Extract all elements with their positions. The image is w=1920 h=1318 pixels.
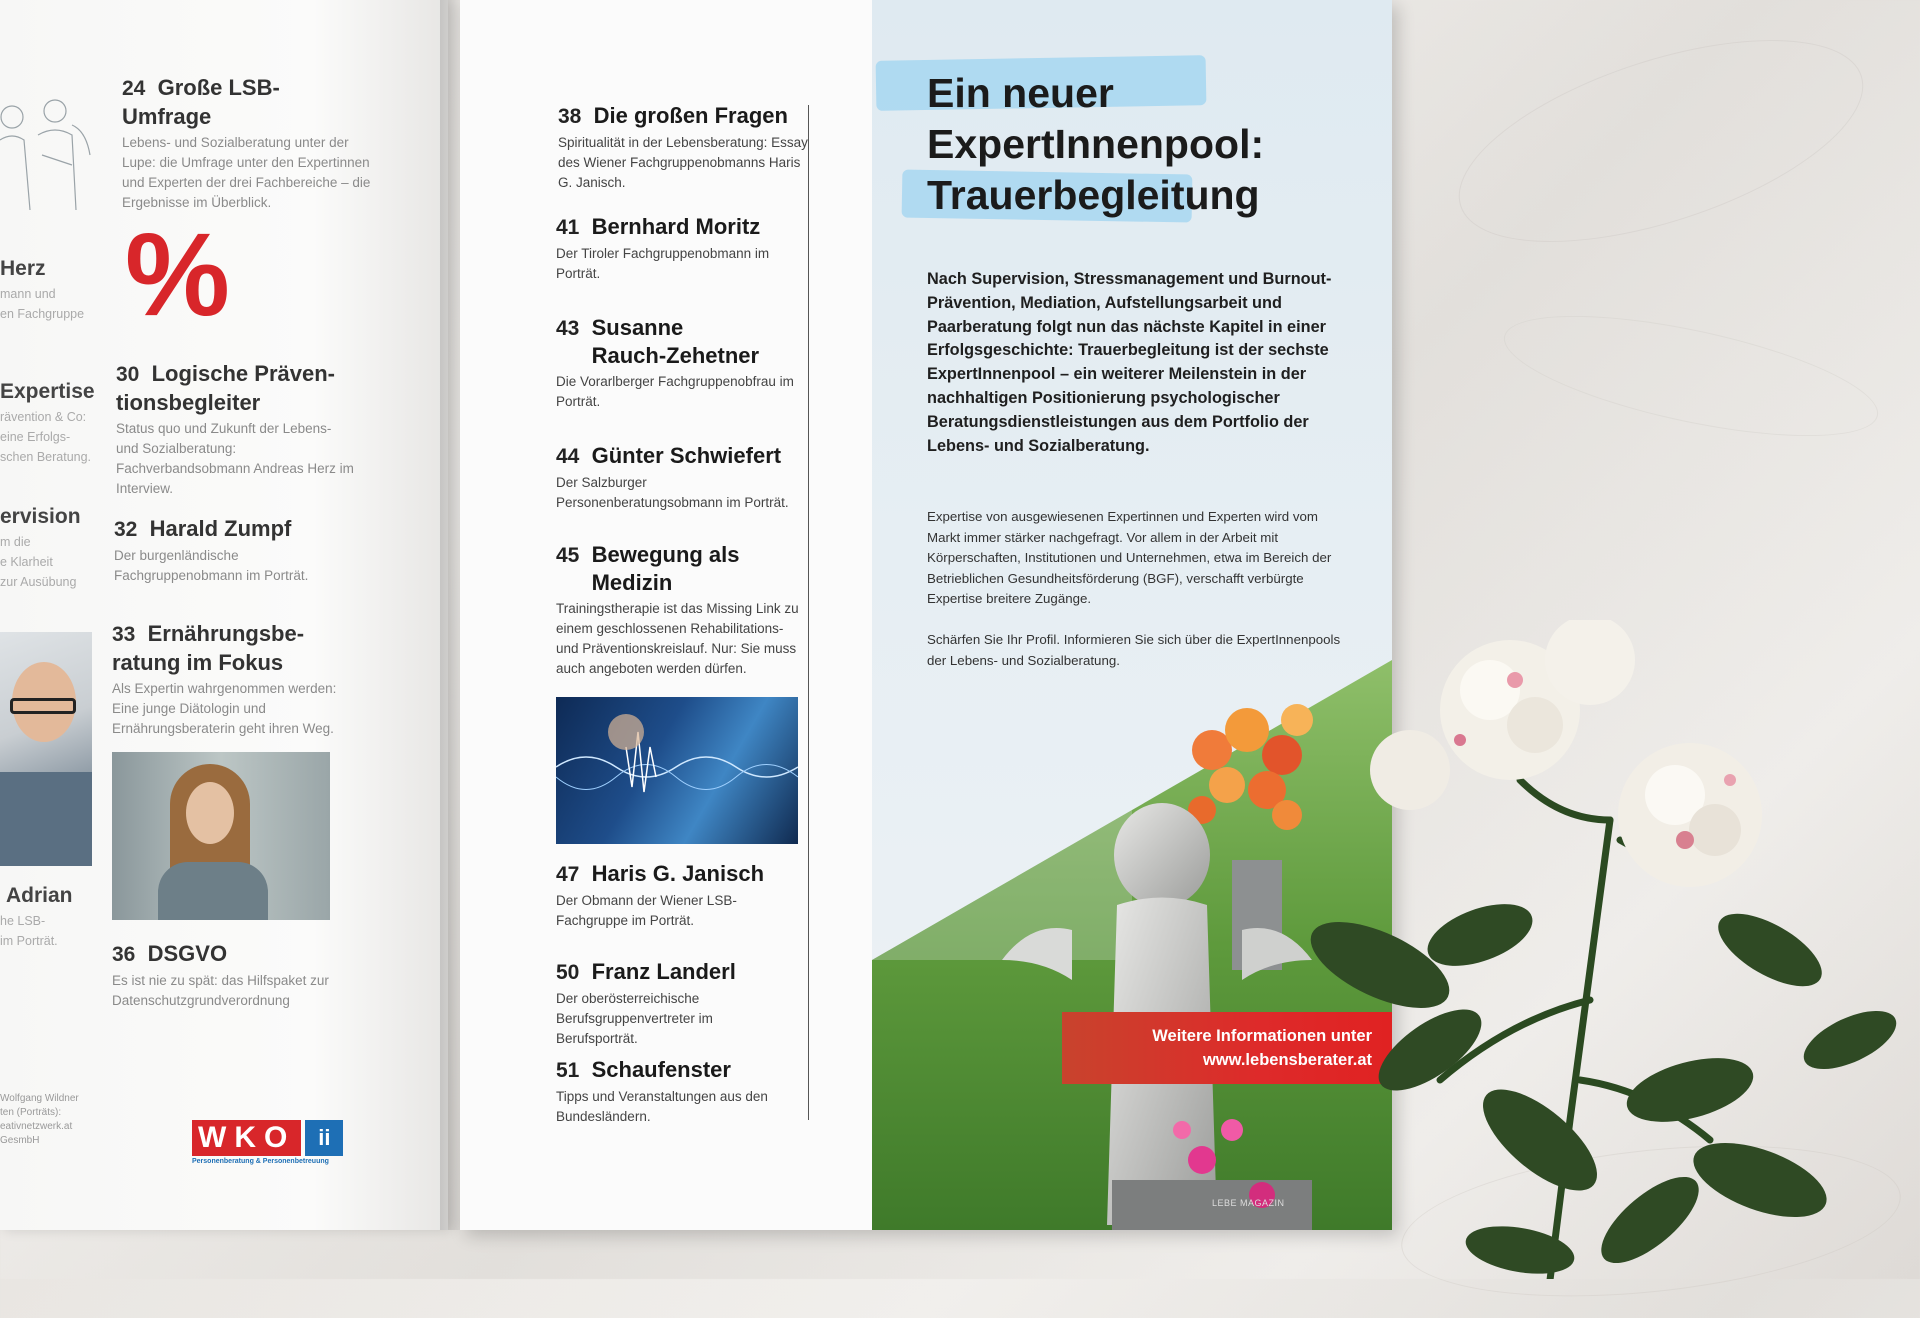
toc-entry-44[interactable] — [556, 442, 806, 513]
entry-desc: Trainingstherapie ist das Missing Link zu einem geschlossenen Rehabilitations- und Präventionskreislauf. Nur: Sie muss auch angeboten werden dürfen. — [556, 601, 799, 676]
entry-title: Schaufenster — [591, 1057, 731, 1082]
wko-logo — [192, 1120, 343, 1165]
entry-title: Ernährungsbe- ratung im Fokus — [112, 621, 305, 675]
percent-graphic: % — [125, 209, 230, 341]
cut-title-3: ervision — [0, 505, 81, 528]
entry-number: 32 — [114, 518, 138, 541]
entry-desc: Status quo und Zukunft der Lebens- und Sozialberatung: Fachverbandsobmann Andreas Herz im Interview. — [116, 421, 354, 496]
cut-desc-2: rävention & Co: eine Erfolgs- schen Beratung. — [0, 410, 92, 464]
entry-number: 41 — [556, 216, 580, 239]
column-divider — [808, 105, 809, 1120]
toc-entry-43[interactable] — [556, 314, 796, 412]
white-roses-decoration — [1290, 620, 1920, 1279]
people-sketch-illustration — [0, 95, 95, 225]
entry-number: 24 — [122, 77, 146, 100]
advert-title: Ein neuer ExpertInnenpool: Trauerbegleitung — [927, 70, 1265, 218]
entry-number: 51 — [556, 1059, 580, 1082]
entry-title: Susanne Rauch-Zehetner — [591, 315, 760, 368]
left-page — [0, 0, 448, 1230]
entry-title: Bewegung als Medizin — [591, 542, 740, 595]
advert-profile-text: Schärfen Sie Ihr Profil. Informieren Sie sich über die ExpertInnenpools der Lebens- und Sozialberatung. — [927, 632, 1341, 668]
toc-entry-38[interactable] — [558, 102, 808, 193]
toc-entry-45[interactable] — [556, 541, 802, 679]
toc-entry-51[interactable] — [556, 1056, 796, 1127]
entry-desc: Die Vorarlberger Fachgruppenobfrau im Porträt. — [556, 374, 794, 409]
cut-desc-3: m die e Klarheit zur Ausübung — [0, 535, 77, 589]
entry-title: Die großen Fragen — [593, 103, 788, 128]
more-info-banner[interactable]: Weitere Informationen unter www.lebensberater.at — [1062, 1012, 1392, 1084]
cut-title-1: Herz — [0, 257, 46, 280]
cut-desc-1: mann und en Fachgruppe — [0, 287, 85, 321]
entry-desc: Der oberösterreichische Berufsgruppenvertreter im Berufsporträt. — [556, 991, 713, 1046]
entry-title: Große LSB- Umfrage — [122, 75, 280, 129]
info-icon: ii — [305, 1120, 343, 1156]
entry-desc: Es ist nie zu spät: das Hilfspaket zur Datenschutzgrundverordnung — [112, 973, 329, 1008]
entry-desc: Der Salzburger Personenberatungsobmann im Porträt. — [556, 475, 789, 510]
wko-logo-text: WKO — [192, 1120, 301, 1156]
entry-title: Franz Landerl — [591, 959, 736, 984]
training-photo — [556, 697, 798, 844]
entry-desc: Der Obmann der Wiener LSB-Fachgruppe im Porträt. — [556, 893, 737, 928]
entry-number: 43 — [556, 317, 580, 340]
magazine-footer: LEBE MAGAZIN — [1212, 1198, 1285, 1208]
entry-desc: Der burgenländische Fachgruppenobmann im Porträt. — [114, 548, 309, 583]
entry-number: 30 — [116, 363, 140, 386]
entry-desc: Der Tiroler Fachgruppenobmann im Porträt. — [556, 246, 770, 281]
toc-entry-36[interactable] — [112, 940, 362, 1011]
woman-photo — [112, 752, 330, 920]
advert-lead: Nach Supervision, Stressmanagement und Burnout-Prävention, Mediation, Aufstellungsarbeit und Paarberatung folgt nun das nächste Kapitel in einer Erfolgsgeschichte: Trauerbegleitung ist der sechste ExpertInnenpool – ein weiterer Meilenstein in der nachhaltigen Positionierung psychologischer Beratungsdienstleistungen aus dem Portfolio der Lebens- und Sozialberatung. — [927, 270, 1332, 455]
cut-title-2: Expertise — [0, 380, 95, 403]
cut-desc-4: he LSB- im Porträt. — [0, 914, 58, 948]
entry-number: 36 — [112, 943, 136, 966]
toc-entry-33[interactable] — [112, 620, 362, 739]
man-photo — [0, 632, 92, 866]
entry-number: 44 — [556, 445, 580, 468]
entry-desc: Als Expertin wahrgenommen werden: Eine junge Diätologin und Ernährungsberaterin geht ihren Weg. — [112, 681, 337, 736]
wko-logo-subtitle: Personenberatung & Personenbetreuung — [192, 1158, 329, 1165]
advert-body: Expertise von ausgewiesenen Expertinnen und Experten wird vom Markt immer stärker nachgefragt. Vor allem in der Arbeit mit Körperschaften, Institutionen und Unternehmen, etwa im Bereich der Betrieblichen Gesundheitsförderung (BGF), verschafft verbürgte Expertise breitere Zugänge. — [927, 509, 1332, 606]
toc-entry-30[interactable] — [116, 360, 356, 499]
entry-title: Logische Präven- tionsbegleiter — [116, 361, 335, 415]
entry-desc: Lebens- und Sozialberatung unter der Lupe: die Umfrage unter den Expertinnen und Experten der drei Fachbereiche – die Ergebnisse im Überblick. — [122, 135, 371, 210]
entry-number: 45 — [556, 544, 580, 567]
toc-entry-50[interactable] — [556, 958, 796, 1049]
toc-entry-47[interactable] — [556, 860, 796, 931]
entry-title: Günter Schwiefert — [591, 443, 782, 468]
entry-number: 33 — [112, 623, 136, 646]
cut-title-4: Adrian — [6, 884, 73, 907]
entry-desc: Spiritualität in der Lebensberatung: Essay des Wiener Fachgruppenobmanns Haris G. Janisch. — [558, 135, 808, 190]
toc-entry-41[interactable] — [556, 213, 796, 284]
entry-title: Haris G. Janisch — [591, 861, 765, 886]
credits: Wolfgang Wildner ten (Porträts): eativnetzwerk.at GesmbH — [0, 1093, 79, 1146]
entry-number: 38 — [558, 105, 582, 128]
entry-number: 50 — [556, 961, 580, 984]
toc-entry-24[interactable] — [122, 74, 372, 213]
entry-desc: Tipps und Veranstaltungen aus den Bundesländern. — [556, 1089, 768, 1124]
entry-title: DSGVO — [147, 941, 228, 966]
toc-entry-32[interactable] — [114, 515, 354, 586]
entry-number: 47 — [556, 863, 580, 886]
entry-title: Harald Zumpf — [149, 516, 292, 541]
entry-title: Bernhard Moritz — [591, 214, 761, 239]
